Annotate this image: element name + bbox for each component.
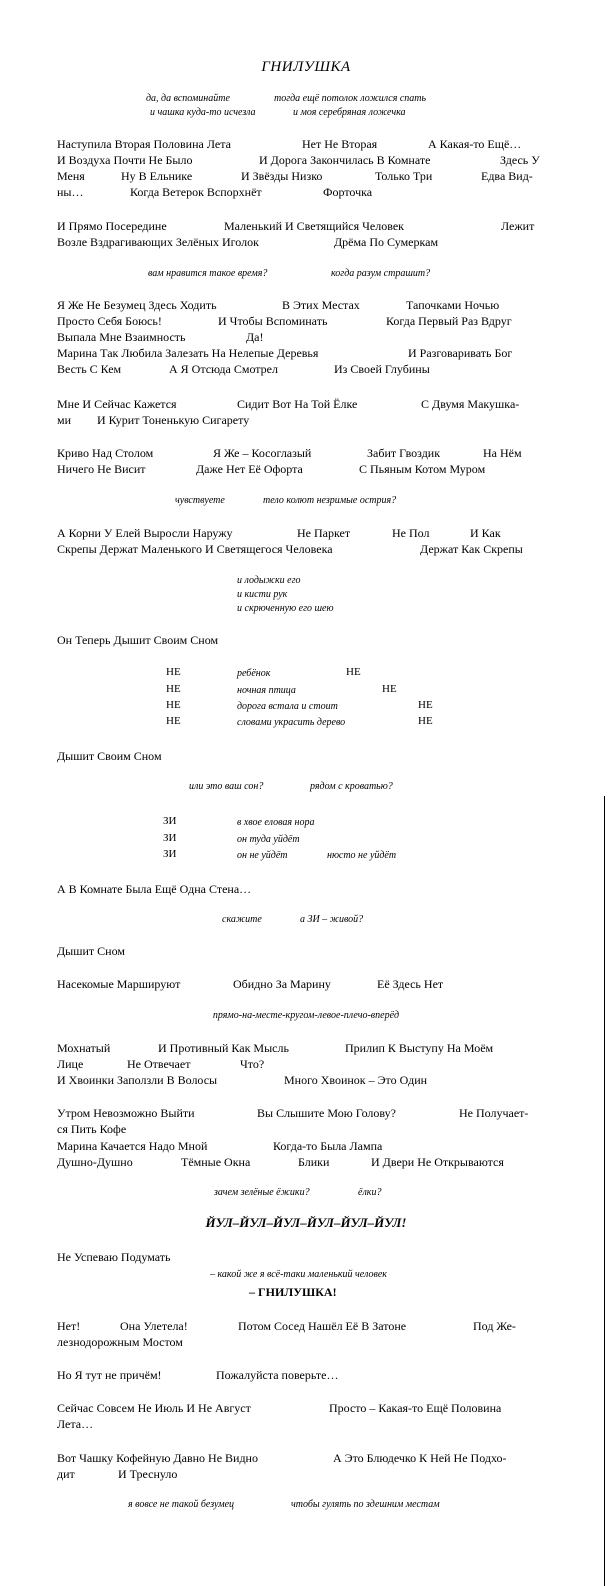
stanza-line: А В Комнате Была Ещё Одна Стена…	[57, 882, 252, 896]
stanza-line: Да!	[246, 330, 264, 344]
stanza-line: Ничего Не Висит	[57, 462, 146, 476]
stanza-line: Из Своей Глубины	[334, 362, 430, 376]
stanza-line: Не Успеваю Подумать	[57, 1250, 171, 1264]
stanza-line: Не Пол	[392, 526, 430, 540]
stanza-line: Когда-то Была Лампа	[273, 1139, 383, 1153]
stanza-line: Дышит Сном	[57, 944, 125, 958]
stanza-line: А Какая-то Ещё…	[428, 137, 522, 151]
stanza-line: Только Три	[375, 169, 433, 183]
question-line: я вовсе не такой безумец	[128, 1499, 235, 1510]
question-line: а ЗИ – живой?	[300, 914, 364, 925]
stanza-line: Не Отвечает	[127, 1057, 191, 1071]
zi-word: ЗИ	[163, 815, 177, 827]
question-line: скажите	[222, 914, 262, 925]
stanza-line: Здесь У	[500, 153, 540, 167]
stanza-line: Дышит Своим Сном	[57, 749, 162, 763]
zi-word: ЗИ	[163, 848, 177, 860]
stanza-line: В Этих Местах	[282, 298, 360, 312]
stanza-line: ми	[57, 413, 72, 427]
stanza-line: И Двери Не Открываются	[371, 1155, 504, 1169]
stanza-line: Душно-Душно	[57, 1155, 133, 1169]
stanza-line: Просто – Какая-то Ещё Половина	[329, 1401, 502, 1415]
stanza-line: и скрюченную его шею	[237, 603, 334, 614]
stanza-line: Насекомые Маршируют	[57, 977, 181, 991]
stanza-line: Наступила Вторая Половина Лета	[57, 137, 231, 151]
stanza-line: Меня	[57, 169, 85, 183]
stanza-line: И Курит Тоненькую Сигарету	[97, 413, 250, 427]
question-line: тело колют незримые острия?	[263, 495, 397, 506]
question-line: ёлки?	[358, 1187, 382, 1198]
stanza-line: А Я Отсюда Смотрел	[169, 362, 278, 376]
stanza-line: дит	[57, 1467, 75, 1481]
stanza-line: Сейчас Совсем Не Июль И Не Август	[57, 1401, 251, 1415]
shout-line: ЙУЛ–ЙУЛ–ЙУЛ–ЙУЛ–ЙУЛ–ЙУЛ!	[205, 1215, 407, 1230]
ne-word: НЕ	[166, 666, 181, 678]
stanza-line: Я Же Не Безумец Здесь Ходить	[57, 298, 217, 312]
stanza-line: Я Же – Косоглазый	[213, 446, 312, 460]
stanza-line: С Пьяным Котом Муром	[359, 462, 486, 476]
zi-line: он туда уйдёт	[237, 834, 300, 845]
question-line: вам нравится такое время?	[148, 268, 268, 279]
margin-rule	[604, 796, 605, 1586]
stanza-line: Ну В Ельнике	[121, 169, 193, 183]
ne-word: НЕ	[382, 683, 397, 695]
stanza-line: Даже Нет Её Офорта	[196, 462, 303, 476]
stanza-line: и лодыжки его	[237, 575, 301, 586]
stanza-line: И Разговаривать Бог	[408, 346, 513, 360]
question-line: когда разум страшит?	[331, 268, 431, 279]
ne-line: словами украсить дерево	[237, 717, 346, 728]
stanza-line: Она Улетела!	[120, 1319, 188, 1333]
stanza-line: Блики	[298, 1155, 330, 1169]
stanza-line: Лета…	[57, 1417, 94, 1431]
stanza-line: А Это Блюдечко К Ней Не Подхо-	[333, 1451, 507, 1465]
stanza-line: Просто Себя Боюсь!	[57, 314, 162, 328]
question-line: или это ваш сон?	[189, 781, 264, 792]
stanza-line: Дрёма По Сумеркам	[334, 235, 439, 249]
stanza-line: Её Здесь Нет	[377, 977, 444, 991]
stanza-line: Маленький И Светящийся Человек	[224, 219, 404, 233]
ne-word: НЕ	[418, 715, 433, 727]
stanza-line: Держат Как Скрепы	[420, 542, 523, 556]
ne-line: ночная птица	[237, 685, 296, 696]
zi-line: он не уйдёт	[237, 850, 288, 861]
epigraph-line: и чашка куда-то исчезла	[150, 107, 256, 118]
ne-word: НЕ	[346, 666, 361, 678]
stanza-line: Форточка	[323, 185, 373, 199]
ne-line: дорога встала и стоит	[237, 701, 338, 712]
stanza-line: Мохнатый	[57, 1041, 111, 1055]
stanza-line: И Звёзды Низко	[241, 169, 323, 183]
stanza-line: лезнодорожным Мостом	[57, 1335, 183, 1349]
question-line: зачем зелёные ёжики?	[214, 1187, 310, 1198]
stanza-line: Обидно За Марину	[233, 977, 331, 991]
stanza-line: Криво Над Столом	[57, 446, 154, 460]
stanza-line: Много Хвоинок – Это Один	[284, 1073, 428, 1087]
stanza-line: и кисти рук	[237, 589, 288, 600]
stanza-line: Не Паркет	[297, 526, 351, 540]
stanza-line: С Двумя Макушка-	[421, 397, 520, 411]
stanza-line: – ГНИЛУШКА!	[249, 1285, 337, 1299]
stanza-line: И Чтобы Вспоминать	[218, 314, 328, 328]
ne-word: НЕ	[418, 699, 433, 711]
stanza-line: Под Же-	[473, 1319, 516, 1333]
stanza-line: И Как	[470, 526, 501, 540]
epigraph-line: да, да вспоминайте	[146, 93, 230, 104]
stanza-line: Потом Сосед Нашёл Её В Затоне	[238, 1319, 407, 1333]
question-line: чувствуете	[175, 495, 225, 506]
stanza-line: Скрепы Держат Маленького И Светящегося Человека	[57, 542, 333, 556]
stanza-line: Прилип К Выступу На Моём	[345, 1041, 494, 1055]
march-line: прямо-на-месте-кругом-левое-плечо-вперёд	[212, 1010, 400, 1021]
stanza-line: Когда Первый Раз Вдруг	[386, 314, 512, 328]
stanza-line: А Корни У Елей Выросли Наружу	[57, 526, 233, 540]
stanza-line: Выпала Мне Взаимность	[57, 330, 186, 344]
stanza-line: Мне И Сейчас Кажется	[57, 397, 177, 411]
ne-word: НЕ	[166, 683, 181, 695]
poem-title: ГНИЛУШКА	[261, 59, 351, 75]
stanza-line: И Хвоинки Заползли В Волосы	[57, 1073, 218, 1087]
stanza-line: Тапочками Ночью	[406, 298, 500, 312]
stanza-line: Марина Так Любила Залезать На Нелепые Деревья	[57, 346, 319, 360]
stanza-line: Что?	[240, 1057, 265, 1071]
ne-word: НЕ	[166, 715, 181, 727]
stanza-line: Когда Ветерок Вспорхнёт	[130, 185, 262, 199]
stanza-line: Нет Не Вторая	[302, 137, 378, 151]
stanza-line: Утром Невозможно Выйти	[57, 1106, 195, 1120]
stanza-line: И Воздуха Почти Не Было	[57, 153, 193, 167]
stanza-line: Сидит Вот На Той Ёлке	[237, 397, 358, 411]
zi-line: нюсто не уйдёт	[327, 850, 397, 861]
question-line: рядом с кроватью?	[310, 781, 393, 792]
stanza-line: Вот Чашку Кофейную Давно Не Видно	[57, 1451, 258, 1465]
ne-line: ребёнок	[237, 668, 271, 679]
stanza-line: Лице	[57, 1057, 84, 1071]
stanza-line: Марина Качается Надо Мной	[57, 1139, 208, 1153]
stanza-line: ны…	[57, 185, 84, 199]
zi-word: ЗИ	[163, 832, 177, 844]
epigraph-line: и моя серебряная ложечка	[293, 107, 406, 118]
stanza-line: Но Я тут не причём!	[57, 1368, 162, 1382]
stanza-line: Возле Вздрагивающих Зелёных Иголок	[57, 235, 259, 249]
stanza-line: Пожалуйста поверьте…	[216, 1368, 339, 1382]
stanza-line: И Дорога Закончилась В Комнате	[259, 153, 431, 167]
epigraph-line: тогда ещё потолок ложился спать	[274, 93, 427, 104]
stanza-line: Не Получает-	[459, 1106, 529, 1120]
stanza-line: Нет!	[57, 1319, 81, 1333]
stanza-line: ся Пить Кофе	[57, 1122, 127, 1136]
stanza-line: Весть С Кем	[57, 362, 122, 376]
ne-word: НЕ	[166, 699, 181, 711]
zi-line: в хвое еловая нора	[237, 817, 315, 828]
stanza-line: Тёмные Окна	[181, 1155, 251, 1169]
stanza-line: – какой же я всё-таки маленький человек	[210, 1269, 387, 1280]
stanza-line: На Нём	[483, 446, 522, 460]
stanza-line: Едва Вид-	[481, 169, 533, 183]
stanza-line: И Прямо Посередине	[57, 219, 167, 233]
stanza-line: Он Теперь Дышит Своим Сном	[57, 633, 219, 647]
stanza-line: Лежит	[501, 219, 535, 233]
stanza-line: Забит Гвоздик	[367, 446, 441, 460]
question-line: чтобы гулять по здешним местам	[291, 1499, 440, 1510]
stanza-line: И Треснуло	[118, 1467, 178, 1481]
stanza-line: Вы Слышите Мою Голову?	[257, 1106, 396, 1120]
stanza-line: И Противный Как Мысль	[158, 1041, 289, 1055]
